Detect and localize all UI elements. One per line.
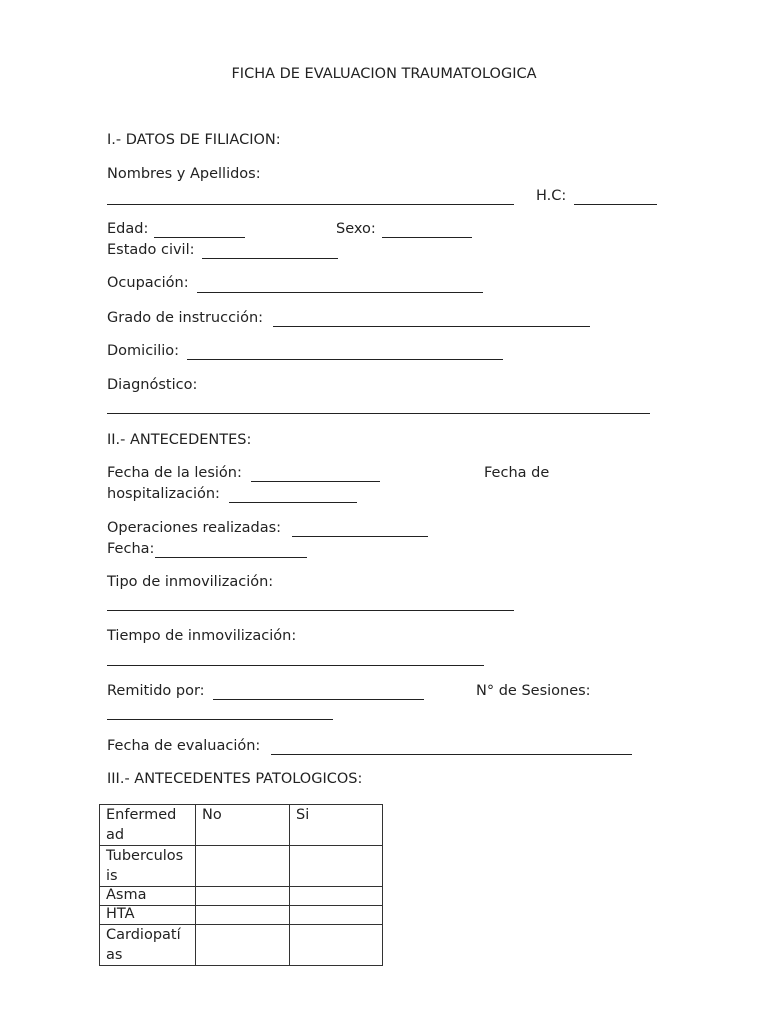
immobilization-type-label: Tipo de inmovilización: (107, 574, 274, 590)
occupation-label: Ocupación: (107, 275, 189, 291)
referred-by-field[interactable] (213, 699, 424, 700)
civil-status-field[interactable] (202, 258, 338, 259)
civil-status-label: Estado civil: (107, 242, 195, 258)
injury-date-field[interactable] (251, 481, 380, 482)
operation-date-field[interactable] (155, 557, 307, 558)
immobilization-type-field[interactable] (107, 610, 514, 611)
table-row (100, 906, 383, 925)
tuberculosis-yes-cell[interactable] (290, 846, 383, 887)
occupation-field[interactable] (197, 292, 483, 293)
header-yes: Si (290, 805, 383, 846)
hospitalization-date-field[interactable] (229, 502, 357, 503)
row-label-hta: HTA (100, 906, 196, 925)
table-row (100, 887, 383, 906)
pathology-table (99, 804, 383, 966)
section-3-heading: III.- ANTECEDENTES PATOLOGICOS: (107, 771, 363, 787)
sessions-label: N° de Sesiones: (476, 683, 591, 699)
hta-no-cell[interactable] (196, 906, 290, 925)
hospitalization-date-label-2: hospitalización: (107, 486, 220, 502)
operation-date-label: Fecha: (107, 541, 155, 557)
hta-yes-cell[interactable] (290, 906, 383, 925)
hospitalization-date-label-1: Fecha de (484, 465, 550, 481)
cardiopatias-yes-cell[interactable] (290, 925, 383, 966)
evaluation-date-field[interactable] (271, 754, 632, 755)
age-field[interactable] (154, 237, 245, 238)
sex-label: Sexo: (336, 221, 376, 237)
row-label-cardiopatias: Cardiopatí as (100, 925, 196, 966)
row-label-tuberculosis: Tuberculos is (100, 846, 196, 887)
sex-field[interactable] (382, 237, 472, 238)
hc-field[interactable] (574, 204, 657, 205)
hc-label: H.C: (536, 188, 567, 204)
referred-by-label: Remitido por: (107, 683, 205, 699)
section-2-heading: II.- ANTECEDENTES: (107, 432, 252, 448)
table-header-row (100, 805, 383, 846)
evaluation-date-label: Fecha de evaluación: (107, 738, 261, 754)
cardiopatias-no-cell[interactable] (196, 925, 290, 966)
document-title: FICHA DE EVALUACION TRAUMATOLOGICA (231, 66, 537, 82)
sessions-field[interactable] (107, 719, 333, 720)
header-no: No (196, 805, 290, 846)
section-1-heading: I.- DATOS DE FILIACION: (107, 132, 281, 148)
education-label: Grado de instrucción: (107, 310, 264, 326)
address-field[interactable] (187, 359, 503, 360)
table-row (100, 846, 383, 887)
operations-label: Operaciones realizadas: (107, 520, 282, 536)
tuberculosis-no-cell[interactable] (196, 846, 290, 887)
names-label: Nombres y Apellidos: (107, 166, 261, 182)
diagnosis-field[interactable] (107, 413, 650, 414)
asma-yes-cell[interactable] (290, 887, 383, 906)
injury-date-label: Fecha de la lesión: (107, 465, 242, 481)
address-label: Domicilio: (107, 343, 180, 359)
age-label: Edad: (107, 221, 149, 237)
row-label-asma: Asma (100, 887, 196, 906)
table-row (100, 925, 383, 966)
header-disease: Enfermed ad (100, 805, 196, 846)
operations-field[interactable] (292, 536, 428, 537)
immobilization-time-field[interactable] (107, 665, 484, 666)
education-field[interactable] (273, 326, 590, 327)
immobilization-time-label: Tiempo de inmovilización: (107, 628, 297, 644)
names-field[interactable] (107, 204, 514, 205)
diagnosis-label: Diagnóstico: (107, 377, 198, 393)
asma-no-cell[interactable] (196, 887, 290, 906)
